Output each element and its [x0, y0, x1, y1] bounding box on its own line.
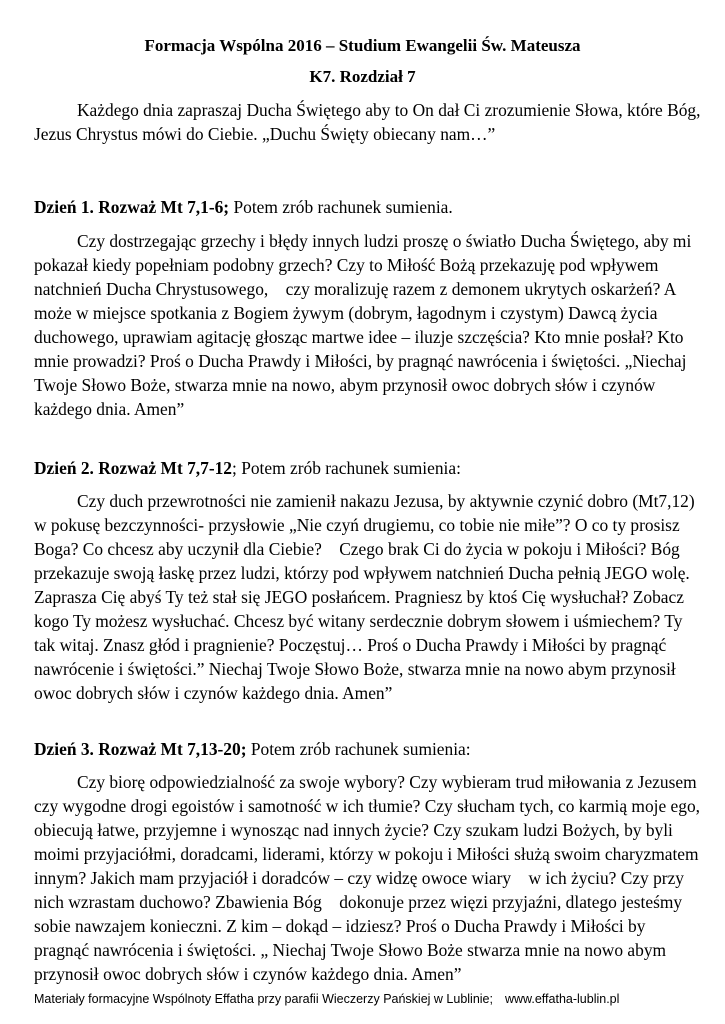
day-1-paragraph	[34, 229, 694, 421]
chapter-subtitle: K7. Rozdział 7	[309, 67, 416, 86]
paragraph-line: czy wygodne drogi egoistów i samotność w ich tłumie? Czy słucham tych, co karmią moje ego,	[34, 796, 700, 816]
paragraph-line: natchnień Ducha Chrystusowego, czy moralizuję razem z demonem ukrytych oskarżeń? A	[34, 279, 677, 299]
day-2-instruction: ; Potem zrób rachunek sumienia:	[232, 458, 461, 478]
intro-paragraph	[34, 98, 701, 146]
footer-text: Materiały formacyjne Wspólnoty Effatha przy parafii Wieczerzy Pańskiej w Lublinie;	[34, 992, 493, 1006]
day-1-instruction: Potem zrób rachunek sumienia.	[233, 197, 453, 217]
document-title: Formacja Wspólna 2016 – Studium Ewangelii Św. Mateusza	[144, 36, 581, 55]
paragraph-line: Czy biorę odpowiedzialność za swoje wybory? Czy wybieram trud miłowania z Jezusem	[77, 772, 697, 792]
day-3-label: Dzień 3. Rozważ Mt 7,13-20;	[34, 739, 247, 759]
paragraph-line: przynosił owoc dobrych słów i czynów każdego dnia. Amen”	[34, 964, 462, 984]
paragraph-line: Czy dostrzegając grzechy i błędy innych ludzi proszę o światło Ducha Świętego, aby mi	[77, 231, 692, 251]
paragraph-line: każdego dnia. Amen”	[34, 399, 185, 419]
paragraph-line: tak witaj. Znasz głód i pragnienie? Poczęstuj… Proś o Ducha Prawdy i Miłości by pragnąć	[34, 635, 667, 655]
intro-line: Każdego dnia zapraszaj Ducha Świętego aby to On dał Ci zrozumienie Słowa, które Bóg,	[77, 100, 701, 120]
paragraph-line: Boga? Co chcesz aby uczynił dla Ciebie? Czego brak Ci do życia w pokoju i Miłości? Bóg	[34, 539, 680, 559]
paragraph-line: nawrócenie i świętości.” Niechaj Twoje Słowo Boże, stwarza mnie na nowo abym przynosił	[34, 659, 676, 679]
paragraph-line: pragnąć nawrócenia i świętości. „ Niechaj Twoje Słowo Boże stwarza mnie na nowo abym	[34, 940, 667, 960]
paragraph-line: pokazał kiedy popełniam podobny grzech? Czy to Miłość Bożą przekazuję pod wpływem	[34, 255, 659, 275]
paragraph-line: nich wzrastam duchowo? Zbawienia Bóg dokonuje przez więzi przyjaźni, dlatego jesteśmy	[34, 892, 683, 912]
paragraph-line: innym? Jakich mam przyjaciół i doradców – czy widzę owoce wiary w ich życiu? Czy przy	[34, 868, 684, 888]
paragraph-line: mnie prowadzi? Proś o Ducha Prawdy i Miłości, by pragnąć nawrócenia i świętości. „Niechaj	[34, 351, 687, 371]
paragraph-line: sobie nawzajem konieczni. Z kim – dokąd – idziesz? Proś o Ducha Prawdy i Miłości by	[34, 916, 646, 936]
paragraph-line: Twoje Słowo Boże, stwarza mnie na nowo, abym przynosił owoc dobrych słów i czynów	[34, 375, 656, 395]
day-1-heading	[34, 196, 453, 218]
paragraph-line: Czy duch przewrotności nie zamienił nakazu Jezusa, by aktywnie czynić dobro (Mt7,12)	[77, 491, 695, 511]
day-2-heading	[34, 457, 461, 479]
paragraph-line: duchowego, uprawiam agitację głosząc martwe idee – iluzje szczęścia? Kto mnie posłał? Kto	[34, 327, 684, 347]
paragraph-line: może w miejsce spotkania z Bogiem żywym (dobrym, łagodnym i czystym) Dawcą życia	[34, 303, 658, 323]
day-3-heading	[34, 738, 471, 760]
day-2-label: Dzień 2. Rozważ Mt 7,7-12	[34, 458, 233, 478]
day-2-paragraph	[34, 489, 694, 705]
paragraph-line: moimi przyjaciółmi, doradcami, liderami, którzy w pokoju i Miłości służą swoim charyzmatem	[34, 844, 699, 864]
paragraph-line: obiecują łatwe, przyjemne i wynosząc nad innych życie? Czy szukam ludzi Bożych, by byli	[34, 820, 673, 840]
intro-line: Jezus Chrystus mówi do Ciebie. „Duchu Święty obiecany nam…”	[34, 124, 496, 144]
day-3-instruction: Potem zrób rachunek sumienia:	[250, 739, 471, 759]
footer-url: www.effatha-lublin.pl	[504, 992, 620, 1006]
footer	[34, 991, 619, 1007]
paragraph-line: kogo Ty możesz wysłuchać. Chcesz być witany serdecznie dobrym słowem i uśmiechem? Ty	[34, 611, 683, 631]
day-3-paragraph	[34, 770, 700, 986]
paragraph-line: owoc dobrych słów i czynów każdego dnia. Amen”	[34, 683, 393, 703]
day-1-label: Dzień 1. Rozważ Mt 7,1-6;	[34, 197, 230, 217]
paragraph-line: przekazuje swoją łaskę przez ludzi, którzy pod wpływem natchnień Ducha pełnią JEGO wolę.	[34, 563, 690, 583]
paragraph-line: w pokusę bezczynności- przysłowie „Nie czyń drugiemu, co tobie nie miłe”? O co ty prosisz	[34, 515, 680, 535]
paragraph-line: Zaprasza Cię abyś Ty też stał się JEGO posłańcem. Pragniesz by ktoś Cię wysłuchał? Zobacz	[34, 587, 684, 607]
